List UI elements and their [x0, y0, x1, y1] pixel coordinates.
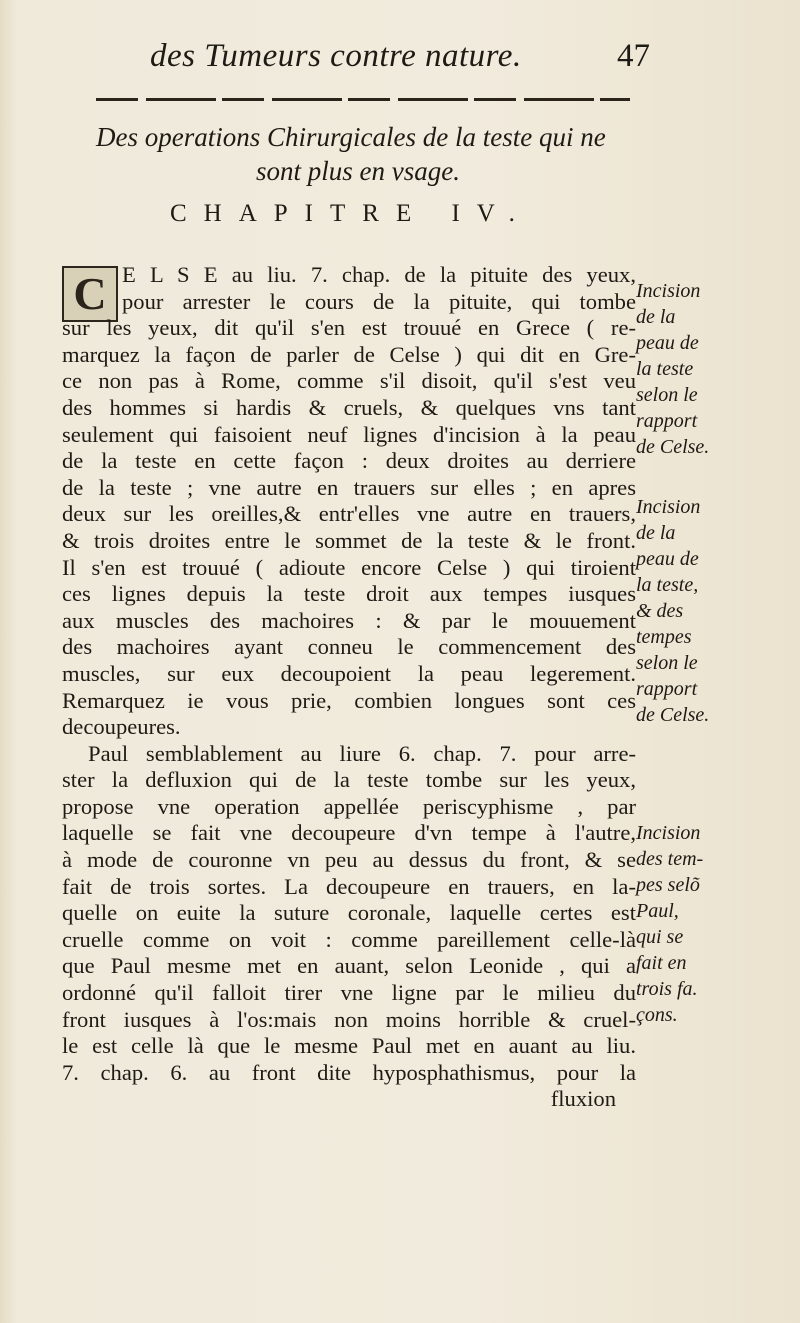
text-line: muscles, sur eux decoupoient la peau legerement. [62, 660, 636, 686]
margin-note-line: de la [636, 522, 676, 544]
body-text [62, 262, 636, 1113]
margin-note-line: pes selõ [636, 874, 700, 896]
margin-note-line: selon le [636, 384, 698, 406]
text-line: de la teste en cette façon : deux droites au derriere [62, 448, 636, 474]
text-line: Paul semblablement au liure 6. chap. 7. pour arre- [88, 740, 636, 766]
margin-note-line: rapport [636, 678, 698, 700]
text-line: deux sur les oreilles,& entr'elles vne autre en trauers, [62, 501, 636, 527]
text-line: ordonné qu'il falloit tirer vne ligne par le milieu du [62, 980, 636, 1006]
margin-note-line: fait en [636, 952, 687, 974]
text-line: que Paul mesme met en auant, selon Leonide , qui a [62, 953, 636, 979]
margin-note-line: selon le [636, 652, 698, 674]
margin-note-line: des tem- [636, 848, 704, 870]
drop-cap-initial: C [62, 266, 118, 322]
header-rule [96, 98, 630, 101]
margin-note-1 [636, 278, 726, 460]
margin-note-line: & des [636, 600, 684, 622]
text-line: des machoires ayant conneu le commencement des [62, 634, 636, 660]
chapter-heading: CHAPITRE IV. [170, 200, 532, 227]
margin-note-line: peau de [636, 332, 699, 354]
text-line: E L S E au liu. 7. chap. de la pituite des yeux, [122, 262, 636, 287]
margin-note-line: Paul, [636, 900, 679, 922]
margin-note-line: de la [636, 306, 676, 328]
text-line: 7. chap. 6. au front dite hyposphathismus, pour la [62, 1059, 636, 1085]
catchword: fluxion [550, 1086, 616, 1112]
margin-note-line: qui se [636, 926, 684, 948]
section-title-line-2: sont plus en vsage. [256, 156, 460, 186]
text-line: ces lignes depuis la teste droit aux tempes iusques [62, 581, 636, 607]
text-line: à mode de couronne vn peu au dessus du front, & se [62, 847, 636, 873]
text-line: Il s'en est trouué ( adioute encore Celse ) qui tiroient [62, 554, 636, 580]
margin-note-line: Incision [636, 496, 701, 518]
margin-note-2 [636, 494, 726, 728]
text-line: decoupeures. [62, 714, 181, 740]
text-line: marquez la façon de parler de Celse ) qui dit en Gre- [62, 341, 636, 367]
text-line: de la teste ; vne autre en trauers sur elles ; en apres [62, 474, 636, 500]
running-title: des Tumeurs contre nature. [150, 38, 522, 74]
page-header [150, 38, 670, 82]
text-line: propose vne operation appellée periscyphisme , par [62, 793, 636, 819]
text-line: fait de trois sortes. La decoupeure en trauers, en la- [62, 873, 636, 899]
page-number: 47 [617, 38, 650, 74]
margin-note-line: la teste [636, 358, 694, 380]
section-title-line-1: Des operations Chirurgicales de la teste qui ne [96, 122, 606, 152]
text-line: front iusques à l'os:mais non moins horrible & cruel- [62, 1006, 636, 1032]
margin-note-line: Incision [636, 280, 701, 302]
section-title [96, 120, 656, 188]
text-line: seulement qui faisoient neuf lignes d'incision à la peau [62, 421, 636, 447]
text-line: ster la defluxion qui de la teste tombe sur les yeux, [62, 767, 636, 793]
text-line: des hommes si hardis & cruels, & quelques vns tant [62, 394, 636, 420]
text-line: quelle on euite la suture coronale, laquelle certes est [62, 900, 636, 926]
margin-note-line: de Celse. [636, 704, 710, 726]
margin-note-line: Incision [636, 822, 701, 844]
text-line: laquelle se fait vne decoupeure d'vn tempe à l'autre, [62, 820, 636, 846]
margin-note-line: de Celse. [636, 436, 710, 458]
margin-note-line: çons. [636, 1004, 678, 1026]
margin-note-line: la teste, [636, 574, 699, 596]
margin-note-line: trois fa. [636, 978, 698, 1000]
text-line: aux muscles des machoires : & par le mouuement [62, 607, 636, 633]
text-line: Remarquez ie vous prie, combien longues sont ces [62, 687, 636, 713]
margin-note-line: rapport [636, 410, 698, 432]
margin-note-3 [636, 820, 726, 1028]
text-line: le est celle là que le mesme Paul met en auant au liu. [62, 1033, 636, 1059]
text-line: ce non pas à Rome, comme s'il disoit, qu'il s'est veu [62, 368, 636, 394]
text-line: sur les yeux, dit qu'il s'en est trouué en Grece ( re- [62, 315, 636, 341]
text-line: pour arrester le cours de la pituite, qui tombe [122, 288, 636, 314]
text-line: cruelle comme on voit : comme pareillement celle-là [62, 926, 636, 952]
margin-note-line: peau de [636, 548, 699, 570]
margin-note-line: tempes [636, 626, 692, 648]
text-line: & trois droites entre le sommet de la teste & le front. [62, 527, 636, 553]
